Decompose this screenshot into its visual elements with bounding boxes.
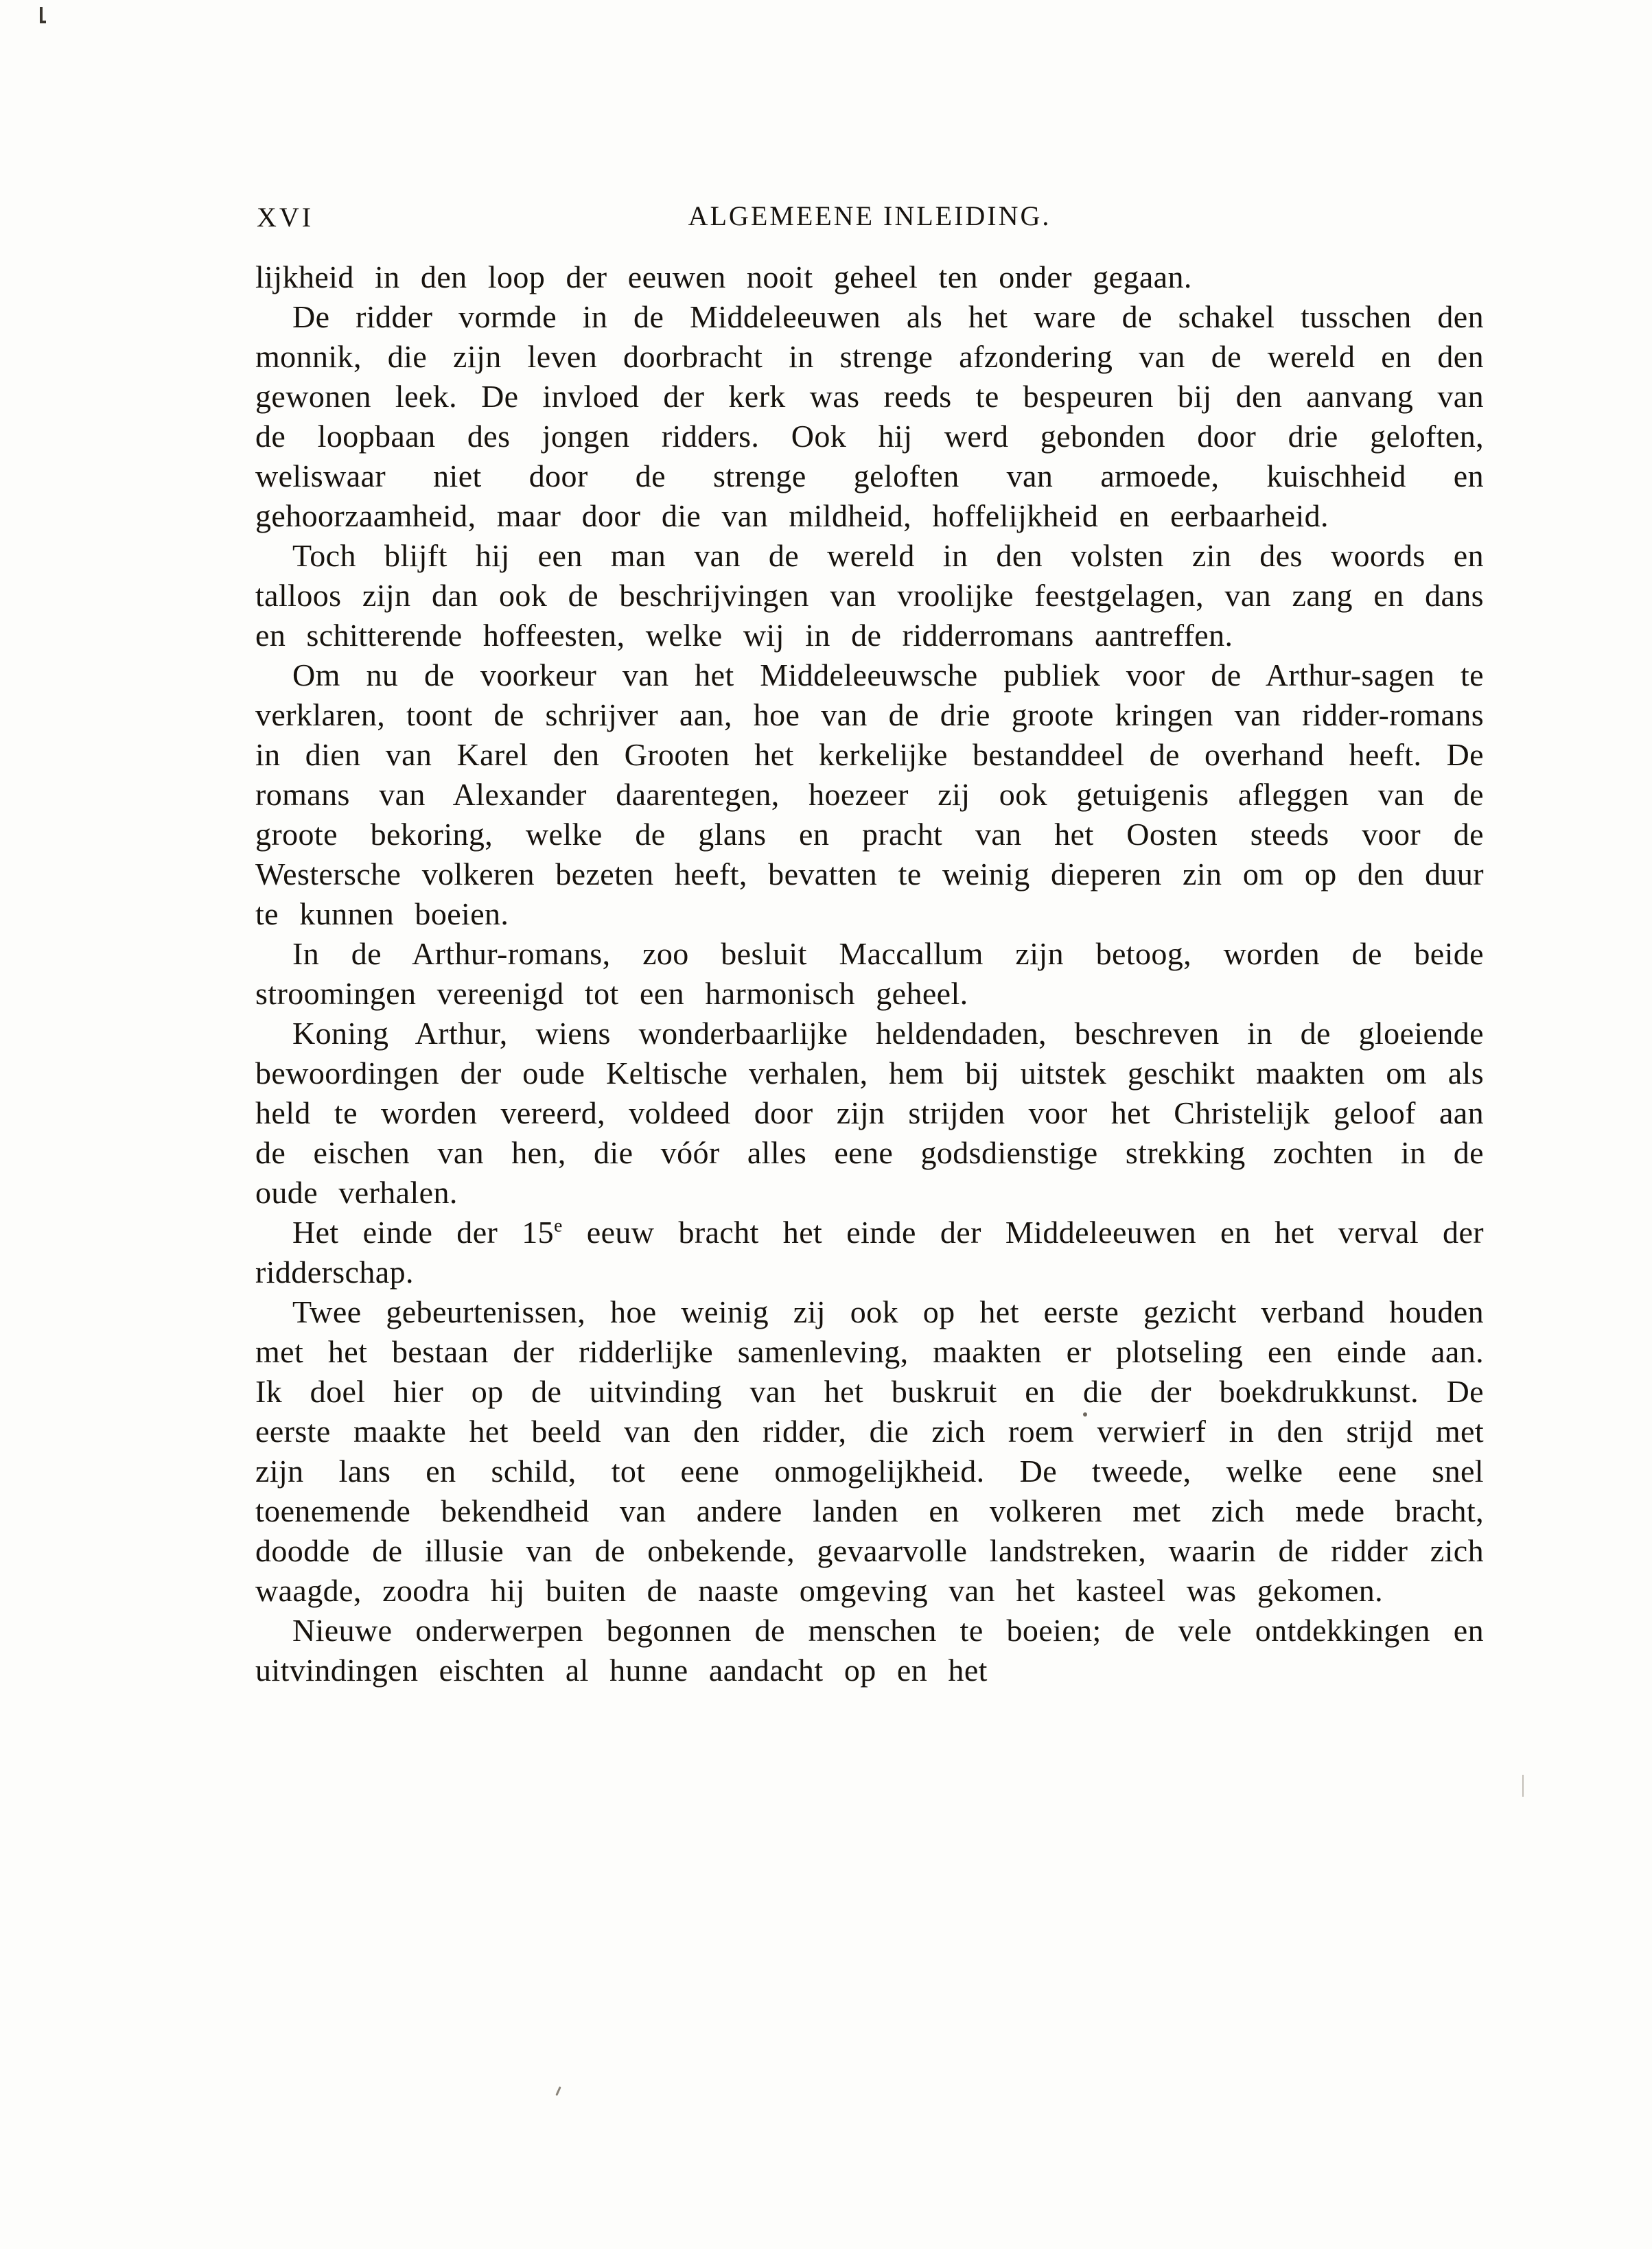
text-block	[255, 197, 1484, 1690]
paragraph: Koning Arthur, wiens wonderbaarlijke heldendaden, beschreven in de gloeiende bewoordingen der oude Keltische verhalen, hem bij uitstek geschikt maakten om als held te worden vereerd, voldeed door zijn strijden voor het Christelijk geloof aan de eischen van hen, die vóór alles eene godsdienstige strekking zochten in de oude verhalen.	[255, 1016, 1484, 1210]
paragraph-text: 15	[522, 1215, 555, 1250]
superscript-ordinal: e	[554, 1214, 563, 1236]
paragraph-text: eeuw bracht het einde der Middeleeuwen en het verval der ridderschap.	[255, 1215, 1484, 1290]
paragraph: lijkheid in den loop der eeuwen nooit geheel ten onder gegaan.	[255, 259, 1192, 294]
page-number: XVI	[257, 202, 314, 233]
paragraph-text: Het einde der	[292, 1215, 522, 1250]
paragraph: Twee gebeurtenissen, hoe weinig zij ook op het eerste gezicht verband houden met het bestaan der ridderlijke samenleving, maakten er plotseling een einde aan. Ik doel hier op de uitvinding van het buskruit en die der boekdrukkunst. De eerste maakte het beeld van den ridder, die zich roem verwierf in den strijd met zijn lans en schild, tot eene onmogelijkheid. De tweede, welke eene snel toenemende bekendheid van andere landen en volkeren met zich mede bracht, doodde de illusie van de onbekende, gevaarvolle landstreken, waarin de ridder zich waagde, zoodra hij buiten de naaste omgeving van het kasteel was gekomen.	[255, 1294, 1484, 1608]
paragraph: In de Arthur-romans, zoo besluit Maccallum zijn betoog, worden de beide stroomingen vereenigd tot een harmonisch geheel.	[255, 936, 1484, 1011]
scan-mark-top-left-foot	[40, 21, 46, 23]
scan-mark-bottom-tick	[555, 2086, 561, 2096]
paragraph: De ridder vormde in de Middeleeuwen als het ware de schakel tusschen den monnik, die zijn leven doorbracht in strenge afzondering van de wereld en den gewonen leek. De invloed der kerk was reeds te bespeuren bij den aanvang van de loopbaan des jongen ridders. Ook hij werd gebonden door drie geloften, weliswaar niet door de strenge geloften van armoede, kuischheid en gehoorzaamheid, maar door die van mildheid, hoffelijkheid en eerbaarheid.	[255, 299, 1484, 533]
scan-mark-scratch	[1522, 1775, 1524, 1797]
body-paragraphs	[255, 257, 1484, 1690]
page-header	[255, 197, 1484, 240]
paragraph	[255, 1213, 1484, 1292]
paragraph: Om nu de voorkeur van het Middeleeuwsche publiek voor de Arthur-sagen te verklaren, toont de schrijver aan, hoe van de drie groote kringen van ridder-romans in dien van Karel den Grooten het kerkelijke bestanddeel de overhand heeft. De romans van Alexander daarentegen, hoezeer zij ook getuigenis afleggen van de groote bekoring, welke de glans en pracht van het Oosten steeds voor de Westersche volkeren bezeten heeft, bevatten te weinig dieperen zin om op den duur te kunnen boeien.	[255, 657, 1484, 931]
running-title: ALGEMEENE INLEIDING.	[688, 200, 1051, 231]
paragraph: Toch blijft hij een man van de wereld in den volsten zin des woords en talloos zijn dan ook de beschrijvingen van vroolijke feestgelagen, van zang en dans en schitterende hoffeesten, welke wij in de ridderromans aantreffen.	[255, 538, 1484, 653]
paragraph: Nieuwe onderwerpen begonnen de menschen te boeien; de vele ontdekkingen en uitvindingen eischten al hunne aandacht op en het	[255, 1613, 1484, 1688]
